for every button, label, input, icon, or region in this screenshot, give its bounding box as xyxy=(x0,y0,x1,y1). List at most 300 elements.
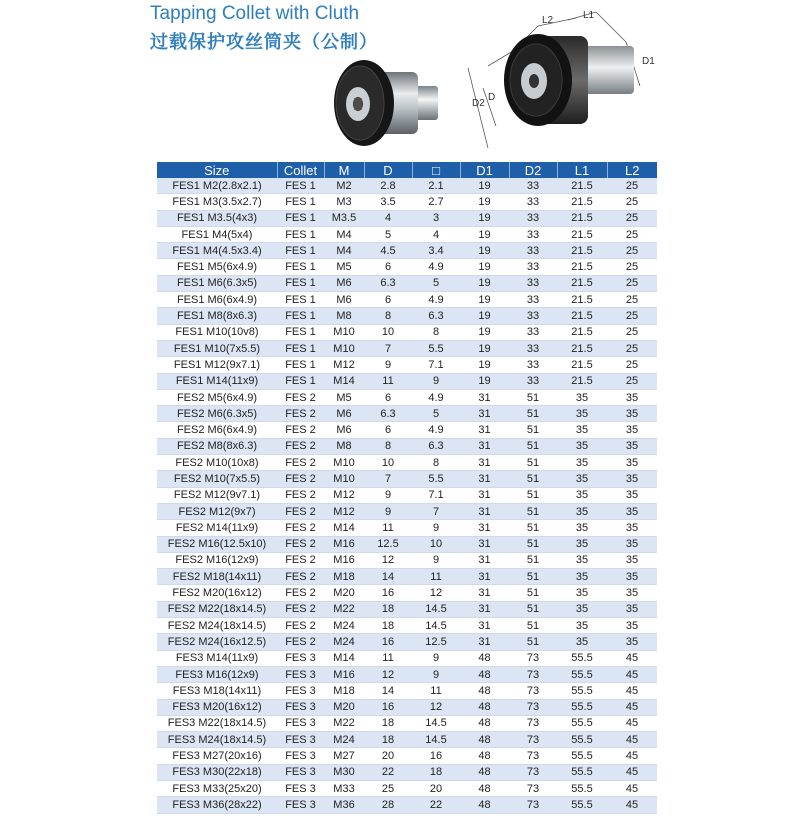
table-cell: FES2 M18(14x11) xyxy=(157,569,277,585)
table-row xyxy=(157,210,657,226)
table-cell: FES 2 xyxy=(277,487,324,503)
table-cell: 16 xyxy=(364,699,412,715)
table-cell: M14 xyxy=(324,650,364,666)
table-cell: 45 xyxy=(607,699,657,715)
table-cell: 9 xyxy=(412,650,460,666)
table-cell: FES 2 xyxy=(277,438,324,454)
table-cell: 48 xyxy=(460,748,509,764)
table-cell: FES2 M10(10x8) xyxy=(157,455,277,471)
table-cell: 45 xyxy=(607,650,657,666)
label-d: D xyxy=(488,92,496,103)
table-row xyxy=(157,618,657,634)
table-cell: FES3 M20(16x12) xyxy=(157,699,277,715)
table-cell: FES 1 xyxy=(277,178,324,194)
table-cell: 7 xyxy=(364,340,412,356)
table-cell: 31 xyxy=(460,389,509,405)
table-cell: 45 xyxy=(607,780,657,796)
table-row xyxy=(157,226,657,242)
table-cell: FES 1 xyxy=(277,259,324,275)
table-cell: 25 xyxy=(364,780,412,796)
label-d2: D2 xyxy=(472,98,485,109)
table-cell: 5 xyxy=(412,275,460,291)
table-cell: FES 1 xyxy=(277,194,324,210)
table-cell: 11 xyxy=(364,650,412,666)
table-cell: 35 xyxy=(557,569,607,585)
table-cell: 25 xyxy=(607,226,657,242)
table-cell: 35 xyxy=(557,422,607,438)
table-cell: 48 xyxy=(460,650,509,666)
table-cell: 45 xyxy=(607,683,657,699)
table-cell: FES2 M6(6x4.9) xyxy=(157,422,277,438)
table-cell: 31 xyxy=(460,536,509,552)
table-cell: 33 xyxy=(509,340,557,356)
table-cell: 19 xyxy=(460,373,509,389)
table-cell: 9 xyxy=(412,373,460,389)
table-cell: 55.5 xyxy=(557,715,607,731)
table-cell: 19 xyxy=(460,226,509,242)
table-cell: 12 xyxy=(364,552,412,568)
table-cell: 35 xyxy=(607,422,657,438)
table-cell: 35 xyxy=(607,503,657,519)
table-row xyxy=(157,259,657,275)
table-cell: M4 xyxy=(324,226,364,242)
table-cell: 33 xyxy=(509,194,557,210)
table-cell: 31 xyxy=(460,618,509,634)
table-cell: 14.5 xyxy=(412,618,460,634)
specification-table xyxy=(157,162,657,814)
table-cell: 31 xyxy=(460,503,509,519)
table-cell: M14 xyxy=(324,520,364,536)
table-cell: 33 xyxy=(509,308,557,324)
table-cell: 4 xyxy=(412,226,460,242)
table-cell: M22 xyxy=(324,715,364,731)
table-cell: FES 1 xyxy=(277,308,324,324)
table-cell: 16 xyxy=(364,634,412,650)
table-cell: M6 xyxy=(324,422,364,438)
table-cell: 33 xyxy=(509,178,557,194)
table-cell: 8 xyxy=(364,308,412,324)
table-cell: FES2 M12(9v7.1) xyxy=(157,487,277,503)
table-cell: 55.5 xyxy=(557,699,607,715)
table-cell: M10 xyxy=(324,455,364,471)
table-cell: 35 xyxy=(607,455,657,471)
table-cell: 35 xyxy=(557,536,607,552)
table-cell: 73 xyxy=(509,797,557,813)
table-row xyxy=(157,601,657,617)
table-cell: 19 xyxy=(460,292,509,308)
table-cell: M6 xyxy=(324,406,364,422)
table-row xyxy=(157,438,657,454)
table-cell: M20 xyxy=(324,699,364,715)
table-cell: 55.5 xyxy=(557,666,607,682)
table-cell: FES3 M27(20x16) xyxy=(157,748,277,764)
table-cell: 14.5 xyxy=(412,732,460,748)
table-cell: 10 xyxy=(364,455,412,471)
table-row xyxy=(157,455,657,471)
table-row xyxy=(157,715,657,731)
table-cell: 31 xyxy=(460,585,509,601)
table-cell: 45 xyxy=(607,715,657,731)
table-row xyxy=(157,536,657,552)
table-cell: 8 xyxy=(412,455,460,471)
table-cell: 35 xyxy=(607,406,657,422)
table-row xyxy=(157,194,657,210)
table-cell: 48 xyxy=(460,764,509,780)
table-cell: 51 xyxy=(509,455,557,471)
table-cell: 51 xyxy=(509,552,557,568)
table-cell: M10 xyxy=(324,324,364,340)
table-cell: 12 xyxy=(412,699,460,715)
table-cell: M33 xyxy=(324,780,364,796)
table-cell: FES2 M10(7x5.5) xyxy=(157,471,277,487)
table-cell: 19 xyxy=(460,178,509,194)
table-cell: FES 2 xyxy=(277,536,324,552)
table-cell: M4 xyxy=(324,243,364,259)
table-cell: 4.9 xyxy=(412,292,460,308)
table-cell: FES1 M10(10v8) xyxy=(157,324,277,340)
table-cell: 7 xyxy=(364,471,412,487)
table-cell: FES 3 xyxy=(277,715,324,731)
table-cell: FES3 M24(18x14.5) xyxy=(157,732,277,748)
table-cell: FES 2 xyxy=(277,601,324,617)
table-cell: 5 xyxy=(364,226,412,242)
table-cell: 28 xyxy=(364,797,412,813)
table-cell: 25 xyxy=(607,259,657,275)
table-row xyxy=(157,292,657,308)
table-cell: 35 xyxy=(557,601,607,617)
table-cell: M16 xyxy=(324,536,364,552)
table-cell: 9 xyxy=(364,487,412,503)
table-cell: 35 xyxy=(607,569,657,585)
table-cell: 31 xyxy=(460,471,509,487)
table-cell: 4 xyxy=(364,210,412,226)
table-cell: FES2 M5(6x4.9) xyxy=(157,389,277,405)
table-cell: M8 xyxy=(324,438,364,454)
table-row xyxy=(157,552,657,568)
column-header: Size xyxy=(157,162,277,178)
table-cell: 73 xyxy=(509,715,557,731)
table-cell: 45 xyxy=(607,797,657,813)
table-cell: 33 xyxy=(509,275,557,291)
table-cell: 4.9 xyxy=(412,259,460,275)
column-header: D1 xyxy=(460,162,509,178)
table-cell: 55.5 xyxy=(557,732,607,748)
table-row xyxy=(157,683,657,699)
table-cell: 35 xyxy=(607,536,657,552)
table-cell: FES1 M3.5(4x3) xyxy=(157,210,277,226)
table-cell: 48 xyxy=(460,780,509,796)
table-cell: 31 xyxy=(460,406,509,422)
table-cell: FES1 M2(2.8x2.1) xyxy=(157,178,277,194)
table-cell: FES2 M16(12.5x10) xyxy=(157,536,277,552)
table-cell: 33 xyxy=(509,357,557,373)
table-cell: FES3 M16(12x9) xyxy=(157,666,277,682)
table-cell: 35 xyxy=(607,552,657,568)
table-cell: 35 xyxy=(607,634,657,650)
title-english: Tapping Collet with Cluth xyxy=(150,3,360,24)
table-cell: 14.5 xyxy=(412,601,460,617)
table-row xyxy=(157,748,657,764)
table-cell: FES2 M24(16x12.5) xyxy=(157,634,277,650)
table-cell: 45 xyxy=(607,748,657,764)
table-cell: 14 xyxy=(364,683,412,699)
table-cell: 9 xyxy=(364,503,412,519)
table-cell: FES 2 xyxy=(277,455,324,471)
table-cell: 35 xyxy=(607,471,657,487)
table-cell: 19 xyxy=(460,308,509,324)
table-cell: 16 xyxy=(364,585,412,601)
table-cell: FES 2 xyxy=(277,406,324,422)
table-cell: FES 1 xyxy=(277,340,324,356)
table-cell: FES1 M6(6x4.9) xyxy=(157,292,277,308)
table-row xyxy=(157,389,657,405)
table-cell: 6.3 xyxy=(364,275,412,291)
table-cell: M18 xyxy=(324,569,364,585)
table-cell: 9 xyxy=(412,666,460,682)
table-row xyxy=(157,520,657,536)
table-cell: 12.5 xyxy=(412,634,460,650)
table-cell: M2 xyxy=(324,178,364,194)
table-cell: 55.5 xyxy=(557,797,607,813)
table-cell: 6.3 xyxy=(364,406,412,422)
table-cell: FES1 M3(3.5x2.7) xyxy=(157,194,277,210)
table-cell: 21.5 xyxy=(557,243,607,259)
table-cell: FES3 M22(18x14.5) xyxy=(157,715,277,731)
collet-dimension-drawing xyxy=(458,8,663,158)
table-cell: FES 1 xyxy=(277,292,324,308)
table-row xyxy=(157,178,657,194)
table-cell: 20 xyxy=(364,748,412,764)
table-cell: M20 xyxy=(324,585,364,601)
table-cell: 21.5 xyxy=(557,210,607,226)
table-cell: 25 xyxy=(607,292,657,308)
table-row xyxy=(157,699,657,715)
table-cell: 35 xyxy=(607,601,657,617)
table-row xyxy=(157,340,657,356)
table-cell: 45 xyxy=(607,666,657,682)
table-cell: M16 xyxy=(324,552,364,568)
table-cell: 8 xyxy=(364,438,412,454)
table-cell: 31 xyxy=(460,438,509,454)
table-cell: 51 xyxy=(509,422,557,438)
table-row xyxy=(157,243,657,259)
table-cell: M6 xyxy=(324,275,364,291)
table-cell: FES 3 xyxy=(277,797,324,813)
table-cell: 21.5 xyxy=(557,259,607,275)
table-row xyxy=(157,308,657,324)
table-cell: 35 xyxy=(557,552,607,568)
table-cell: 9 xyxy=(412,520,460,536)
table-cell: 31 xyxy=(460,487,509,503)
table-cell: 18 xyxy=(412,764,460,780)
table-cell: 51 xyxy=(509,536,557,552)
table-cell: 35 xyxy=(557,438,607,454)
table-cell: FES3 M30(22x18) xyxy=(157,764,277,780)
column-header: L1 xyxy=(557,162,607,178)
table-cell: FES 2 xyxy=(277,634,324,650)
table-cell: 19 xyxy=(460,357,509,373)
table-cell: 25 xyxy=(607,210,657,226)
collet-photo xyxy=(330,52,445,157)
table-row xyxy=(157,503,657,519)
table-cell: 6.3 xyxy=(412,438,460,454)
table-cell: 18 xyxy=(364,715,412,731)
table-cell: FES 3 xyxy=(277,683,324,699)
table-row xyxy=(157,487,657,503)
table-cell: 25 xyxy=(607,275,657,291)
table-cell: 11 xyxy=(412,683,460,699)
table-cell: 6 xyxy=(364,259,412,275)
table-cell: 25 xyxy=(607,357,657,373)
table-cell: FES 1 xyxy=(277,324,324,340)
table-cell: FES3 M14(11x9) xyxy=(157,650,277,666)
table-cell: 2.1 xyxy=(412,178,460,194)
table-row xyxy=(157,422,657,438)
table-cell: 11 xyxy=(412,569,460,585)
table-cell: 25 xyxy=(607,243,657,259)
table-cell: 18 xyxy=(364,732,412,748)
table-cell: 4.5 xyxy=(364,243,412,259)
table-cell: FES1 M10(7x5.5) xyxy=(157,340,277,356)
table-cell: 73 xyxy=(509,732,557,748)
table-cell: 10 xyxy=(412,536,460,552)
table-row xyxy=(157,797,657,813)
table-cell: 22 xyxy=(364,764,412,780)
table-cell: M12 xyxy=(324,357,364,373)
table-cell: FES1 M12(9x7.1) xyxy=(157,357,277,373)
table-cell: 35 xyxy=(607,585,657,601)
table-body xyxy=(157,178,657,813)
table-cell: 35 xyxy=(557,487,607,503)
table-cell: 2.8 xyxy=(364,178,412,194)
table-cell: M24 xyxy=(324,618,364,634)
table-cell: 33 xyxy=(509,243,557,259)
table-cell: 19 xyxy=(460,243,509,259)
table-cell: 12 xyxy=(364,666,412,682)
table-cell: 9 xyxy=(364,357,412,373)
table-cell: 21.5 xyxy=(557,373,607,389)
table-cell: FES2 M16(12x9) xyxy=(157,552,277,568)
table-cell: 21.5 xyxy=(557,308,607,324)
table-cell: FES 1 xyxy=(277,357,324,373)
table-cell: 21.5 xyxy=(557,275,607,291)
table-cell: 4.9 xyxy=(412,422,460,438)
table-header-row xyxy=(157,162,657,178)
table-cell: 7.1 xyxy=(412,357,460,373)
table-cell: M27 xyxy=(324,748,364,764)
table-cell: 18 xyxy=(364,601,412,617)
table-row xyxy=(157,732,657,748)
table-cell: 35 xyxy=(557,471,607,487)
table-cell: FES3 M36(28x22) xyxy=(157,797,277,813)
table-cell: M16 xyxy=(324,666,364,682)
table-cell: FES 2 xyxy=(277,520,324,536)
table-cell: M5 xyxy=(324,259,364,275)
table-cell: M30 xyxy=(324,764,364,780)
table-cell: 3 xyxy=(412,210,460,226)
table-cell: 19 xyxy=(460,194,509,210)
table-cell: 5.5 xyxy=(412,471,460,487)
table-cell: 31 xyxy=(460,552,509,568)
table-cell: 73 xyxy=(509,764,557,780)
table-cell: 33 xyxy=(509,324,557,340)
table-cell: M12 xyxy=(324,503,364,519)
table-cell: 48 xyxy=(460,715,509,731)
table-cell: M14 xyxy=(324,373,364,389)
table-cell: 51 xyxy=(509,503,557,519)
column-header: D xyxy=(364,162,412,178)
table-cell: 19 xyxy=(460,210,509,226)
table-cell: 19 xyxy=(460,340,509,356)
table-cell: FES 3 xyxy=(277,780,324,796)
label-l1: L1 xyxy=(583,10,595,21)
table-cell: 48 xyxy=(460,683,509,699)
table-cell: 3.5 xyxy=(364,194,412,210)
table-cell: FES 3 xyxy=(277,650,324,666)
table-cell: M3.5 xyxy=(324,210,364,226)
table-cell: 19 xyxy=(460,324,509,340)
table-cell: 73 xyxy=(509,780,557,796)
table-cell: 31 xyxy=(460,634,509,650)
table-row xyxy=(157,373,657,389)
table-cell: 51 xyxy=(509,569,557,585)
table-cell: FES2 M12(9x7) xyxy=(157,503,277,519)
table-cell: 55.5 xyxy=(557,683,607,699)
table-cell: FES 1 xyxy=(277,210,324,226)
table-cell: FES 2 xyxy=(277,422,324,438)
column-header: D2 xyxy=(509,162,557,178)
table-cell: 35 xyxy=(607,487,657,503)
table-cell: 6 xyxy=(364,422,412,438)
table-cell: 48 xyxy=(460,797,509,813)
table-cell: 7.1 xyxy=(412,487,460,503)
table-cell: M5 xyxy=(324,389,364,405)
table-cell: FES3 M18(14x11) xyxy=(157,683,277,699)
table-cell: 21.5 xyxy=(557,178,607,194)
table-cell: 20 xyxy=(412,780,460,796)
table-cell: M36 xyxy=(324,797,364,813)
table-cell: 31 xyxy=(460,601,509,617)
table-cell: 10 xyxy=(364,324,412,340)
table-cell: 25 xyxy=(607,308,657,324)
title-chinese: 过载保护攻丝筒夹（公制） xyxy=(150,32,378,53)
table-cell: 21.5 xyxy=(557,340,607,356)
table-cell: 48 xyxy=(460,732,509,748)
table-cell: 35 xyxy=(557,520,607,536)
table-cell: M10 xyxy=(324,471,364,487)
table-cell: FES 1 xyxy=(277,226,324,242)
table-cell: 21.5 xyxy=(557,292,607,308)
table-row xyxy=(157,471,657,487)
table-cell: 12.5 xyxy=(364,536,412,552)
table-cell: 18 xyxy=(364,618,412,634)
table-cell: 55.5 xyxy=(557,764,607,780)
table-cell: 33 xyxy=(509,210,557,226)
table-cell: 51 xyxy=(509,487,557,503)
table-cell: FES1 M4(4.5x3.4) xyxy=(157,243,277,259)
table-cell: FES 2 xyxy=(277,585,324,601)
table-cell: 35 xyxy=(557,618,607,634)
table-cell: 21.5 xyxy=(557,324,607,340)
label-l2: L2 xyxy=(542,15,554,26)
table-cell: 73 xyxy=(509,748,557,764)
column-header: □ xyxy=(412,162,460,178)
table-cell: 51 xyxy=(509,601,557,617)
table-cell: 25 xyxy=(607,324,657,340)
table-cell: FES2 M20(16x12) xyxy=(157,585,277,601)
column-header: L2 xyxy=(607,162,657,178)
table-cell: 25 xyxy=(607,178,657,194)
